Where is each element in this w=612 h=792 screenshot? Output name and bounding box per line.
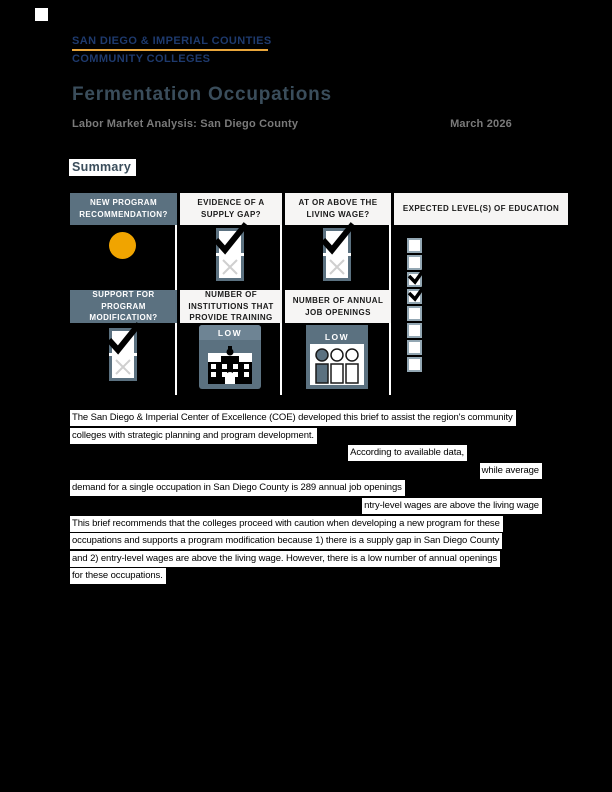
living-wage-cell [285,225,391,290]
yes-no-checkbox-pair [109,328,137,381]
header-new-program: NEW PROGRAM RECOMMENDATION? [70,193,177,225]
header-annual-openings: NUMBER OF ANNUAL JOB OPENINGS [285,290,391,323]
education-level-checked-checkbox-icon [407,289,422,304]
corner-white-square [35,8,48,21]
logo-org-line2: COMMUNITY COLLEGES [72,53,211,65]
institutions-low-badge [199,325,261,389]
crossed-checkbox-icon [219,256,241,278]
crossed-checkbox-icon [326,256,348,278]
header-program-modification: SUPPORT FOR PROGRAM MODIFICATION? [70,290,177,323]
low-label: LOW [199,325,261,340]
new-program-cell [70,225,177,290]
highlighted-text: ntry-level wages are above the living wage [362,498,542,514]
yes-no-checkbox-pair [216,228,244,281]
page-title: Fermentation Occupations [72,84,332,105]
paragraph-line [70,570,542,588]
people-icon [314,348,360,384]
paragraph-line [70,430,542,448]
header-living-wage: AT OR ABOVE THE LIVING WAGE? [285,193,391,225]
highlighted-text: According to available data, [348,445,467,461]
supply-gap-cell [180,225,282,290]
paragraph-line [70,447,542,465]
header-supply-gap: EVIDENCE OF A SUPPLY GAP? [180,193,282,225]
logo-gold-rule [72,49,268,51]
highlighted-text: demand for a single occupation in San Diego County is 289 annual job openings [70,480,405,496]
yes-no-checkbox-pair [323,228,351,281]
logo [72,35,272,65]
program-modification-cell [70,323,177,395]
highlighted-text: occupations and supports a program modification because 1) there is a supply gap in San Diego County [70,533,502,549]
institution-building-icon [208,344,252,384]
subtitle-row [72,118,512,130]
highlighted-text: for these occupations. [70,568,166,584]
header-education: EXPECTED LEVEL(S) OF EDUCATION [394,193,568,225]
highlighted-text: while average [480,463,542,479]
education-level-checkbox-icon [407,340,422,355]
crossed-checkbox-icon [112,356,134,378]
report-date: March 2026 [450,118,512,130]
header-institutions-training: NUMBER OF INSTITUTIONS THAT PROVIDE TRAINING [180,290,282,323]
annual-openings-cell [285,323,391,395]
low-label: LOW [310,329,364,344]
paragraph-line [70,500,542,518]
education-level-checkbox-icon [407,306,422,321]
summary-paragraph [70,412,542,588]
highlighted-text: colleges with strategic planning and program development. [70,428,317,444]
education-checkbox-list [394,225,568,395]
checked-checkbox-icon [219,231,241,253]
logo-org-line1: SAN DIEGO & IMPERIAL COUNTIES [72,35,272,47]
highlighted-text: This brief recommends that the colleges proceed with caution when developing a new program for these [70,516,503,532]
education-level-checkbox-icon [407,357,422,372]
paragraph-line [70,412,542,430]
education-level-checkbox-icon [407,323,422,338]
institutions-cell [180,323,282,395]
summary-table [70,193,568,395]
report-subtitle: Labor Market Analysis: San Diego County [72,118,299,130]
checked-checkbox-icon [326,231,348,253]
highlighted-text: The San Diego & Imperial Center of Excellence (COE) developed this brief to assist the region's community [70,410,516,426]
openings-low-badge [306,325,368,389]
education-level-checkbox-icon [407,238,422,253]
summary-heading: Summary [69,159,136,176]
caution-circle-icon [109,232,136,259]
highlighted-text: and 2) entry-level wages are above the living wage. However, there is a low number of annual openings [70,551,500,567]
checked-checkbox-icon [112,331,134,353]
